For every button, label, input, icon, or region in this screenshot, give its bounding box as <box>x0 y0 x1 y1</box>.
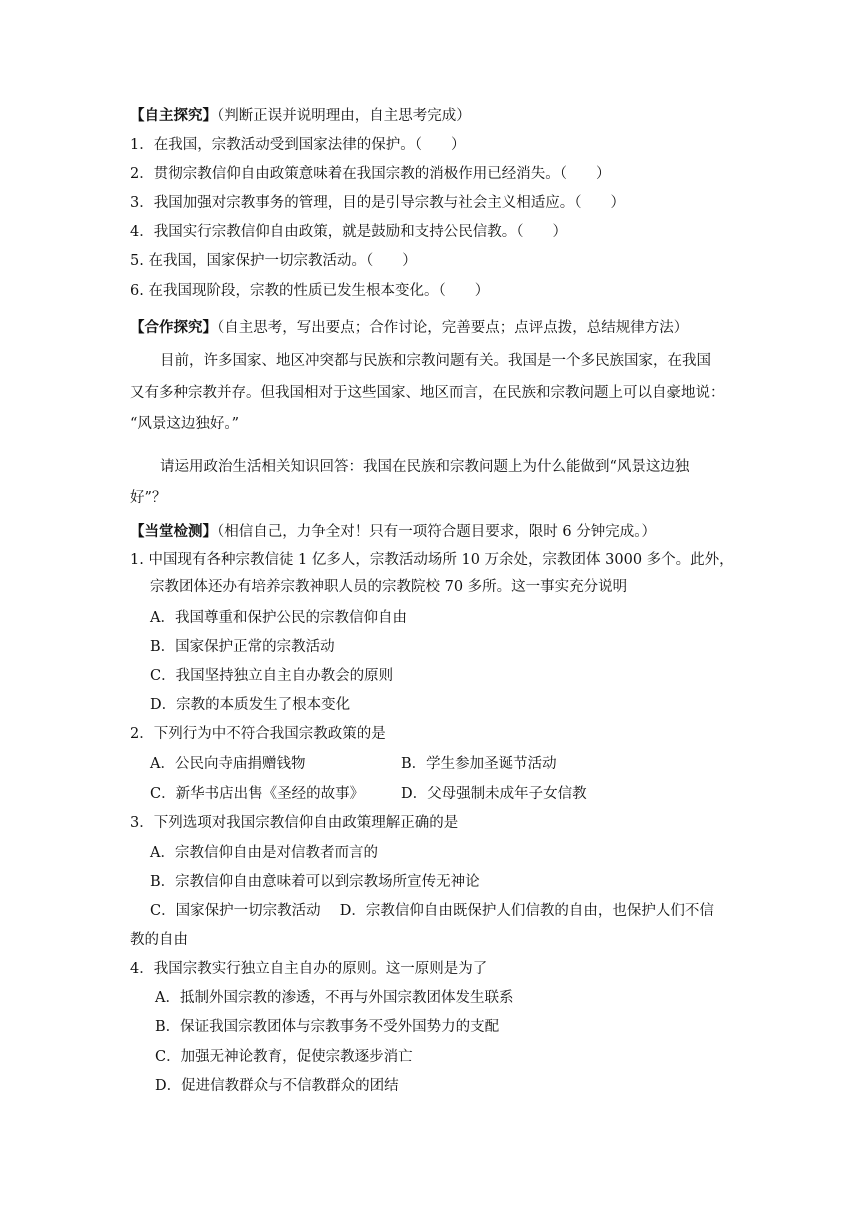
q1-stem-line: 1. 中国现有各种宗教信徒 1 亿多人，宗教活动场所 10 万余处，宗教团体 3000 多个。此外， <box>130 552 734 568</box>
section-title: 【自主探究】 <box>130 107 217 124</box>
q3-option-b: B．宗教信仰自由意味着可以到宗教场所宣传无神论 <box>150 874 480 890</box>
q4-option-c: C．加强无神论教育，促使宗教逐步消亡 <box>155 1049 413 1065</box>
section-hint: （自主思考，写出要点；合作讨论，完善要点；点评点拨，总结规律方法） <box>217 320 689 336</box>
q2-option-d: D．父母强制未成年子女信教 <box>401 786 587 802</box>
section-dangtang-heading <box>130 522 656 542</box>
paragraph-line: 又有多种宗教并存。但我国相对于这些国家、地区而言，在民族和宗教问题上可以自豪地说： <box>130 385 725 401</box>
q2-option-c: C．新华书店出售《圣经的故事》 <box>150 786 365 802</box>
q4-option-b: B．保证我国宗教团体与宗教事务不受外国势力的支配 <box>155 1019 500 1035</box>
q3-option-a: A．宗教信仰自由是对信教者而言的 <box>150 845 378 861</box>
q4-option-a: A．抵制外国宗教的渗透，不再与外国宗教团体发生联系 <box>155 990 514 1006</box>
judge-item-2: 2．贯彻宗教信仰自由政策意味着在我国宗教的消极作用已经消失。（ ） <box>130 166 611 182</box>
q2-stem: 2．下列行为中不符合我国宗教政策的是 <box>130 726 386 742</box>
q1-stem-line: 宗教团体还办有培养宗教神职人员的宗教院校 70 多所。这一事实充分说明 <box>150 579 628 595</box>
q3-stem: 3．下列选项对我国宗教信仰自由政策理解正确的是 <box>130 815 459 831</box>
q1-option-d: D．宗教的本质发生了根本变化 <box>150 697 351 713</box>
section-title: 【合作探究】 <box>130 319 217 336</box>
q4-option-d: D．促进信教群众与不信教群众的团结 <box>155 1078 399 1094</box>
section-hint: （相信自己，力争全对！只有一项符合题目要求，限时 6 分钟完成。） <box>217 524 656 540</box>
q2-option-b: B．学生参加圣诞节活动 <box>401 756 557 772</box>
q4-stem: 4．我国宗教实行独立自主自办的原则。这一原则是为了 <box>130 961 488 977</box>
question-line: 好”？ <box>130 490 167 506</box>
q1-option-b: B．国家保护正常的宗教活动 <box>150 639 335 655</box>
q3-option-cd: C．国家保护一切宗教活动 D．宗教信仰自由既保护人们信教的自由，也保护人们不信 <box>150 903 714 919</box>
section-hint: （判断正误并说明理由，自主思考完成） <box>217 108 471 124</box>
q3-option-d-continued: 教的自由 <box>130 932 188 948</box>
section-title: 【当堂检测】 <box>130 523 217 540</box>
q1-option-a: A．我国尊重和保护公民的宗教信仰自由 <box>150 610 407 626</box>
section-zizhu-heading <box>130 106 471 126</box>
paragraph-line: “风景这边独好。” <box>130 416 240 432</box>
judge-item-1: 1．在我国，宗教活动受到国家法律的保护。（ ） <box>130 137 466 153</box>
judge-item-5: 5. 在我国，国家保护一切宗教活动。（ ） <box>130 253 417 269</box>
judge-item-4: 4．我国实行宗教信仰自由政策，就是鼓励和支持公民信教。（ ） <box>130 224 567 240</box>
q1-option-c: C．我国坚持独立自主自办教会的原则 <box>150 668 394 684</box>
question-line: 请运用政治生活相关知识回答：我国在民族和宗教问题上为什么能做到“风景这边独 <box>160 459 690 475</box>
judge-item-3: 3．我国加强对宗教事务的管理，目的是引导宗教与社会主义相适应。（ ） <box>130 195 625 211</box>
judge-item-6: 6. 在我国现阶段，宗教的性质已发生根本变化。（ ） <box>130 283 490 299</box>
q2-option-a: A．公民向寺庙捐赠钱物 <box>150 756 306 772</box>
section-hezuo-heading <box>130 318 688 338</box>
paragraph-line: 目前，许多国家、地区冲突都与民族和宗教问题有关。我国是一个多民族国家，在我国 <box>160 353 711 369</box>
